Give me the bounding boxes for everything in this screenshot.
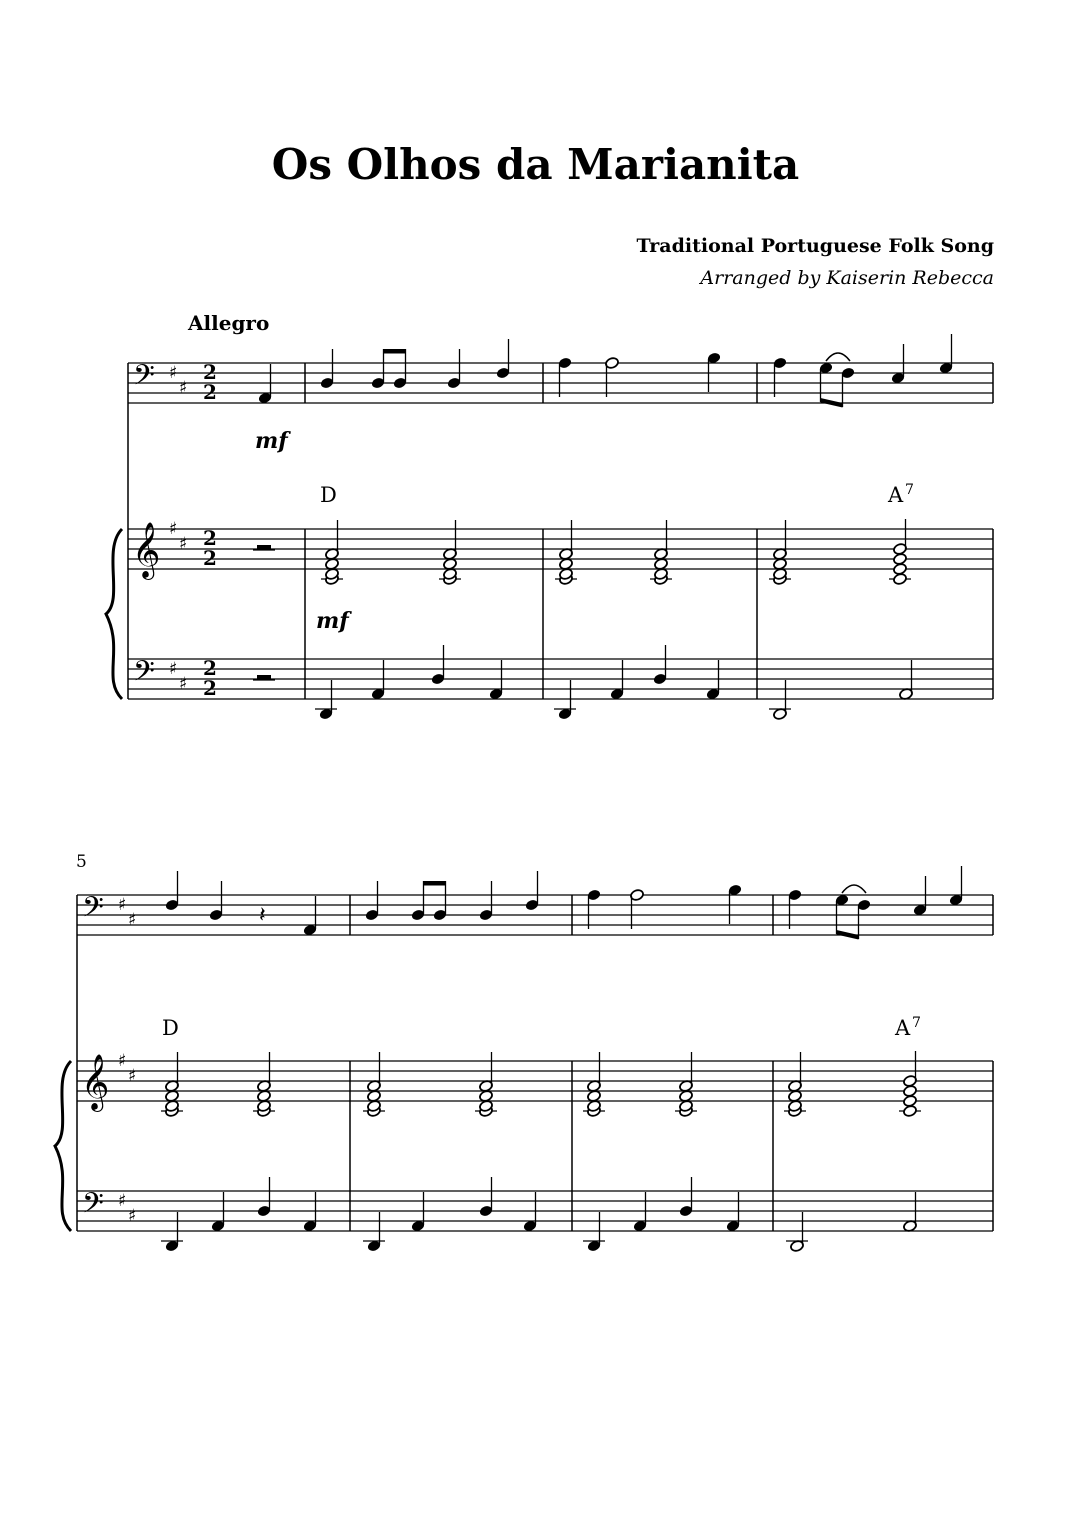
time-signature-num: 2 bbox=[203, 656, 217, 680]
key-signature-sharp: ♯ bbox=[128, 910, 137, 930]
dynamic-mf: mf bbox=[316, 608, 349, 634]
arranger-credit: Arranged by Kaiserin Rebecca bbox=[700, 267, 994, 289]
tempo-marking: Allegro bbox=[188, 311, 270, 335]
time-signature-den: 2 bbox=[203, 380, 217, 404]
half-rest bbox=[257, 545, 271, 550]
beam bbox=[821, 398, 843, 408]
chord-symbol: D bbox=[162, 1016, 179, 1040]
time-signature-den: 2 bbox=[203, 546, 217, 570]
bass-clef: 𝄢 bbox=[82, 1187, 104, 1227]
beam bbox=[424, 881, 446, 886]
treble-clef: 𝄞 bbox=[132, 522, 161, 578]
key-signature-sharp: ♯ bbox=[118, 895, 127, 915]
dynamic-mf: mf bbox=[255, 428, 288, 454]
composer-credit: Traditional Portuguese Folk Song bbox=[636, 235, 994, 257]
piece-title: Os Olhos da Marianita bbox=[271, 140, 800, 189]
melody-staff bbox=[128, 363, 993, 403]
key-signature-sharp: ♯ bbox=[179, 378, 188, 398]
piano-brace bbox=[106, 529, 122, 699]
chord-symbol: A bbox=[888, 483, 904, 507]
bass-clef: 𝄢 bbox=[82, 891, 104, 931]
half-rest bbox=[257, 675, 271, 680]
measure-number: 5 bbox=[76, 852, 87, 872]
key-signature-sharp: ♯ bbox=[169, 519, 178, 539]
key-signature-sharp: ♯ bbox=[169, 363, 178, 383]
beam bbox=[384, 349, 406, 354]
time-signature-num: 2 bbox=[203, 360, 217, 384]
chord-symbol-seventh: 7 bbox=[912, 1015, 921, 1031]
key-signature-sharp: ♯ bbox=[179, 674, 188, 694]
quarter-rest: 𝄽 bbox=[259, 903, 266, 928]
key-signature-sharp: ♯ bbox=[118, 1051, 127, 1071]
key-signature-sharp: ♯ bbox=[179, 534, 188, 554]
chord-symbol-seventh: 7 bbox=[905, 482, 914, 498]
key-signature-sharp: ♯ bbox=[128, 1206, 137, 1226]
treble-clef: 𝄞 bbox=[81, 1054, 110, 1110]
piano-brace bbox=[55, 1061, 71, 1231]
bass-clef: 𝄢 bbox=[133, 359, 155, 399]
piano-treble-staff bbox=[77, 1061, 993, 1101]
slur bbox=[826, 353, 850, 361]
time-signature-num: 2 bbox=[203, 526, 217, 550]
slur bbox=[842, 885, 866, 893]
key-signature-sharp: ♯ bbox=[169, 659, 178, 679]
time-signature-den: 2 bbox=[203, 676, 217, 700]
beam bbox=[837, 930, 859, 940]
chord-symbol: D bbox=[320, 483, 337, 507]
key-signature-sharp: ♯ bbox=[128, 1066, 137, 1086]
key-signature-sharp: ♯ bbox=[118, 1191, 127, 1211]
bass-clef: 𝄢 bbox=[133, 655, 155, 695]
chord-symbol: A bbox=[895, 1016, 911, 1040]
